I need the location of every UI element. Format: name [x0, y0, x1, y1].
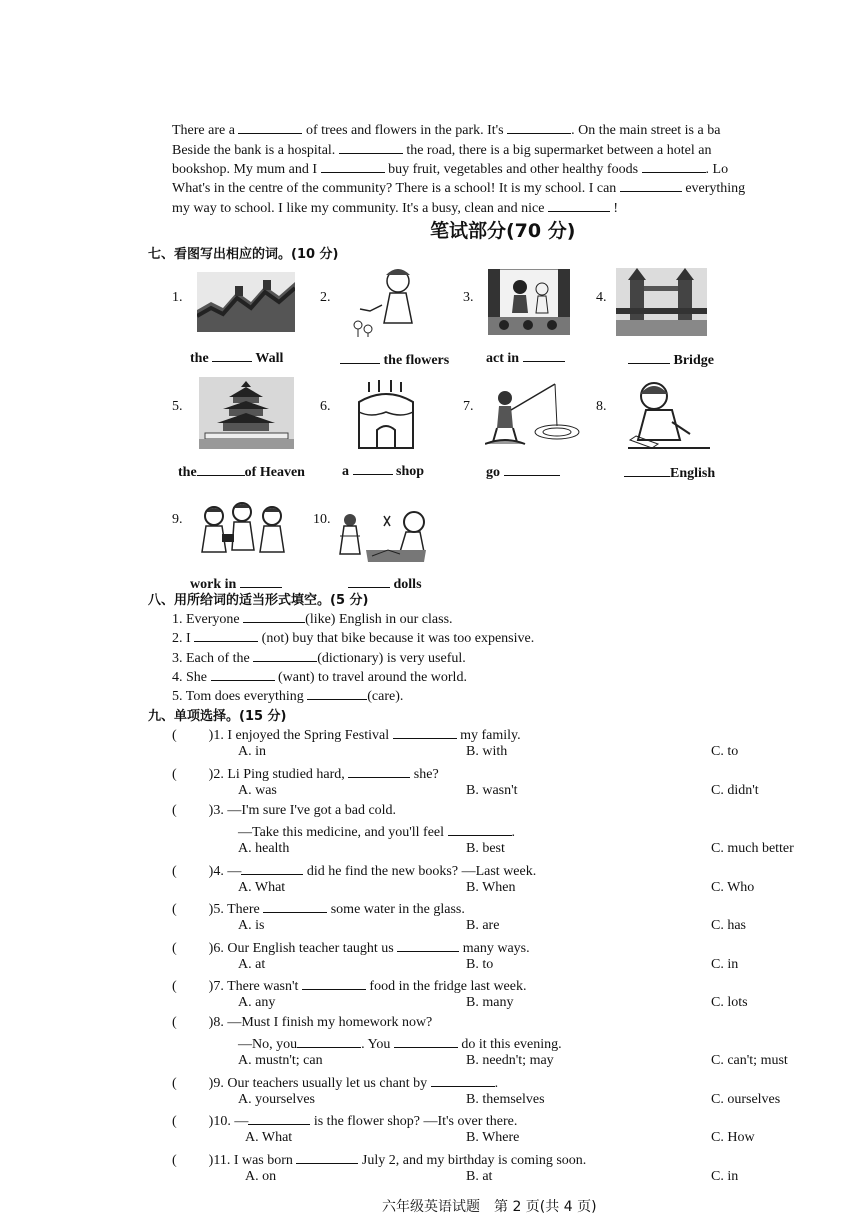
answer-blank[interactable] [507, 119, 571, 134]
answer-paren[interactable]: ( ) [172, 941, 214, 956]
item-number: 8. [596, 399, 607, 414]
fill-question-1: 1. Everyone (like) English in our class. [172, 608, 453, 629]
fishing-boy-icon [485, 380, 580, 452]
section-8-heading: 八、用所给词的适当形式填空。(5 分) [148, 593, 369, 608]
passage-line-2: Beside the bank is a hospital. the road, there is a big supermarket between a hotel an [172, 139, 711, 160]
choice-question-8: ( )8. —Must I finish my homework now? [172, 1015, 433, 1030]
girl-writing-icon [624, 378, 710, 450]
item-number: 3. [463, 290, 474, 305]
option-b[interactable]: B. at [466, 1169, 493, 1184]
fill-question-2: 2. I (not) buy that bike because it was too expensive. [172, 627, 534, 648]
stage-play-icon [488, 269, 570, 335]
answer-blank[interactable] [297, 1033, 361, 1048]
caption-7: go [486, 461, 560, 481]
option-b[interactable]: B. to [466, 957, 494, 972]
answer-paren[interactable]: ( ) [172, 1114, 214, 1129]
option-a[interactable]: A. at [238, 957, 266, 972]
caption-3: act in [486, 347, 565, 367]
answer-blank[interactable] [353, 460, 393, 475]
answer-blank[interactable] [628, 349, 670, 364]
item-number: 4. [596, 290, 607, 305]
page-footer: 六年级英语试题 第 2 页(共 4 页) [382, 1199, 597, 1215]
option-b[interactable]: B. Where [466, 1130, 520, 1145]
option-c[interactable]: C. lots [711, 995, 748, 1010]
caption-2: the flowers [340, 349, 449, 369]
answer-blank[interactable] [548, 197, 610, 212]
passage-line-5: my way to school. I like my community. It's a busy, clean and nice ! [172, 197, 618, 218]
answer-blank[interactable] [212, 347, 252, 362]
answer-blank[interactable] [302, 975, 366, 990]
choice-question-10: ( )10. — is the flower shop? —It's over there. [172, 1110, 517, 1131]
caption-10: dolls [348, 573, 422, 593]
answer-blank[interactable] [263, 898, 327, 913]
option-a[interactable]: A. mustn't; can [238, 1053, 323, 1068]
choice-question-9: ( )9. Our teachers usually let us chant by . [172, 1072, 498, 1093]
choice-question-1: ( )1. I enjoyed the Spring Festival my family. [172, 724, 521, 745]
caption-8: English [624, 462, 715, 482]
cake-shop-icon [355, 378, 417, 450]
choice-question-11: ( )11. I was born July 2, and my birthday is coming soon. [172, 1149, 586, 1170]
option-b[interactable]: B. When [466, 880, 516, 895]
choice-question-3-line-2: —Take this medicine, and you'll feel . [238, 821, 515, 842]
choice-question-7: ( )7. There wasn't food in the fridge last week. [172, 975, 526, 996]
item-number: 5. [172, 399, 183, 414]
option-b[interactable]: B. best [466, 841, 505, 856]
option-c[interactable]: C. Who [711, 880, 755, 895]
option-b[interactable]: B. wasn't [466, 783, 518, 798]
answer-paren[interactable]: ( ) [172, 1153, 214, 1168]
choice-question-6: ( )6. Our English teacher taught us many ways. [172, 937, 530, 958]
answer-blank[interactable] [307, 685, 367, 700]
answer-paren[interactable]: ( ) [172, 864, 214, 879]
item-number: 7. [463, 399, 474, 414]
caption-5: the of Heaven [178, 461, 305, 481]
section-9-heading: 九、单项选择。(15 分) [148, 709, 287, 724]
answer-blank[interactable] [448, 821, 512, 836]
option-a[interactable]: A. What [238, 880, 286, 895]
answer-blank[interactable] [211, 666, 275, 681]
answer-paren[interactable]: ( ) [172, 1076, 214, 1091]
answer-paren[interactable]: ( ) [172, 728, 214, 743]
option-a[interactable]: A. was [238, 783, 277, 798]
answer-blank[interactable] [253, 647, 317, 662]
answer-blank[interactable] [296, 1149, 358, 1164]
option-a[interactable]: A. is [238, 918, 265, 933]
answer-blank[interactable] [394, 1033, 458, 1048]
answer-blank[interactable] [624, 462, 670, 477]
answer-blank[interactable] [243, 608, 305, 623]
answer-blank[interactable] [248, 1110, 310, 1125]
caption-9: work in [190, 573, 282, 593]
answer-blank[interactable] [504, 461, 560, 476]
option-c[interactable]: C. has [711, 918, 746, 933]
item-number: 10. [313, 512, 331, 527]
answer-blank[interactable] [339, 139, 403, 154]
caption-4: Bridge [628, 349, 714, 369]
fill-question-4: 4. She (want) to travel around the world. [172, 666, 467, 687]
option-c[interactable]: C. in [711, 957, 739, 972]
passage-line-3: bookshop. My mum and I buy fruit, vegetables and other healthy foods . Lo [172, 158, 728, 179]
answer-paren[interactable]: ( ) [172, 1015, 214, 1030]
making-dolls-icon [336, 510, 430, 566]
answer-blank[interactable] [348, 763, 410, 778]
option-c[interactable]: C. can't; must [711, 1053, 788, 1068]
caption-1: the Wall [190, 347, 283, 367]
answer-paren[interactable]: ( ) [172, 902, 214, 917]
option-a[interactable]: A. on [245, 1169, 277, 1184]
answer-paren[interactable]: ( ) [172, 979, 214, 994]
fill-question-3: 3. Each of the (dictionary) is very useful. [172, 647, 466, 668]
passage-line-1: There are a of trees and flowers in the park. It's . On the main street is a ba [172, 119, 720, 140]
answer-blank[interactable] [240, 573, 282, 588]
caption-6: a shop [342, 460, 424, 480]
tower-bridge-icon [616, 268, 707, 336]
fill-question-5: 5. Tom does everything (care). [172, 685, 403, 706]
girl-watering-flowers-icon [352, 265, 432, 337]
option-a[interactable]: A. yourselves [238, 1092, 315, 1107]
temple-of-heaven-icon [199, 377, 294, 449]
answer-blank[interactable] [340, 349, 380, 364]
choice-question-3: ( )3. —I'm sure I've got a bad cold. [172, 803, 397, 818]
answer-blank[interactable] [523, 347, 565, 362]
option-b[interactable]: B. are [466, 918, 500, 933]
option-a[interactable]: A. in [238, 744, 266, 759]
passage-line-4: What's in the centre of the community? There is a school! It is my school. I can everything [172, 177, 745, 198]
answer-paren[interactable]: ( ) [172, 767, 214, 782]
option-c[interactable]: C. much better [711, 841, 794, 856]
answer-blank[interactable] [241, 860, 303, 875]
option-c[interactable]: C. didn't [711, 783, 759, 798]
answer-blank[interactable] [348, 573, 390, 588]
answer-paren[interactable]: ( ) [172, 803, 214, 818]
choice-question-2: ( )2. Li Ping studied hard, she? [172, 763, 439, 784]
answer-blank[interactable] [194, 627, 258, 642]
option-b[interactable]: B. with [466, 744, 508, 759]
option-a[interactable]: A. What [245, 1130, 293, 1145]
option-a[interactable]: A. health [238, 841, 290, 856]
kids-group-icon [196, 502, 290, 558]
option-a[interactable]: A. any [238, 995, 276, 1010]
option-c[interactable]: C. How [711, 1130, 755, 1145]
option-c[interactable]: C. ourselves [711, 1092, 781, 1107]
option-b[interactable]: B. needn't; may [466, 1053, 554, 1068]
answer-blank[interactable] [620, 177, 682, 192]
item-number: 9. [172, 512, 183, 527]
answer-blank[interactable] [642, 158, 706, 173]
choice-question-4: ( )4. — did he find the new books? —Last week. [172, 860, 536, 881]
answer-blank[interactable] [431, 1072, 495, 1087]
item-number: 2. [320, 290, 331, 305]
choice-question-5: ( )5. There some water in the glass. [172, 898, 465, 919]
answer-blank[interactable] [197, 461, 245, 476]
section-7-heading: 七、看图写出相应的词。(10 分) [148, 247, 339, 262]
item-number: 6. [320, 399, 331, 414]
answer-blank[interactable] [397, 937, 459, 952]
answer-blank[interactable] [321, 158, 385, 173]
great-wall-icon [197, 272, 295, 332]
choice-question-8-line-2: —No, you . You do it this evening. [238, 1033, 562, 1054]
option-c[interactable]: C. in [711, 1169, 739, 1184]
answer-blank[interactable] [393, 724, 457, 739]
option-c[interactable]: C. to [711, 744, 739, 759]
written-section-title: 笔试部分(70 分) [430, 220, 576, 242]
option-b[interactable]: B. themselves [466, 1092, 545, 1107]
option-b[interactable]: B. many [466, 995, 514, 1010]
answer-blank[interactable] [238, 119, 302, 134]
item-number: 1. [172, 290, 183, 305]
